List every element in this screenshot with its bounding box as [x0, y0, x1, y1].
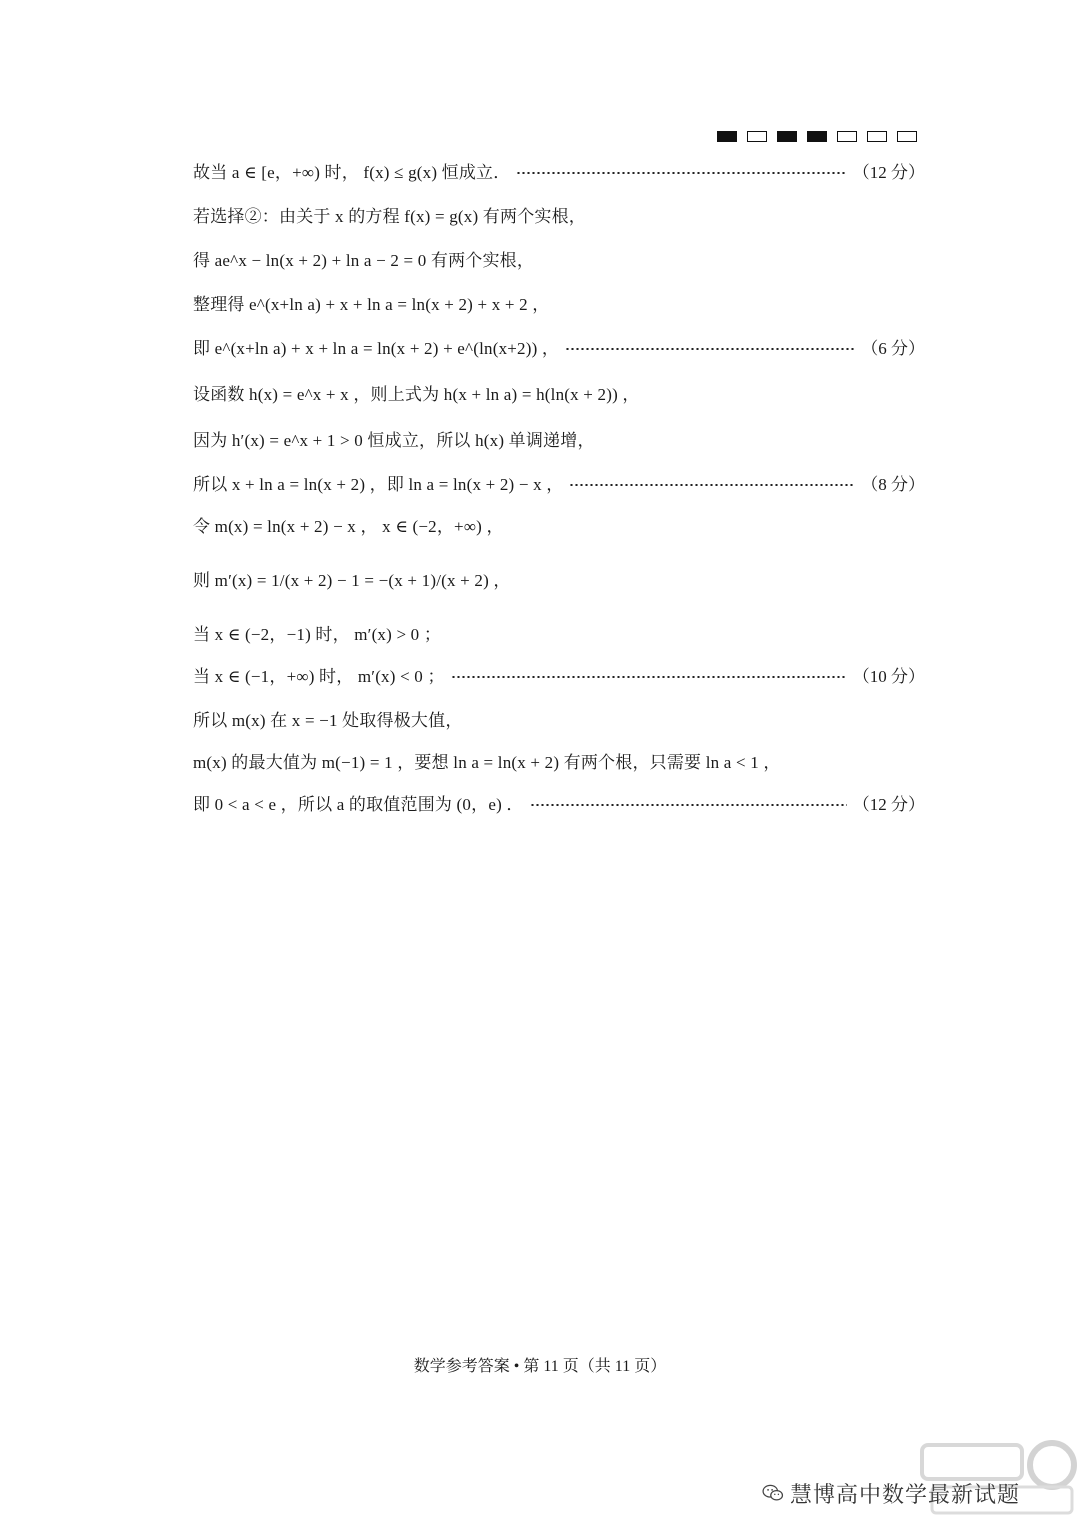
- watermark: [762, 1470, 1062, 1520]
- answer-line: [193, 290, 925, 315]
- answer-line: [193, 790, 925, 815]
- line-text: 即 e^(x+ln a) + x + ln a = ln(x + 2) + e^(ln(x+2)) ，: [193, 339, 560, 358]
- answer-line: [193, 512, 925, 537]
- filled-mark: [717, 131, 737, 142]
- answer-line: [193, 748, 925, 773]
- empty-mark: [747, 131, 767, 142]
- dot-leader: [569, 484, 855, 486]
- line-text: 得 ae^x − ln(x + 2) + ln a − 2 = 0 有两个实根，: [193, 251, 535, 270]
- filled-mark: [807, 131, 827, 142]
- answer-line: [193, 620, 925, 645]
- line-text: 所以 m(x) 在 x = −1 处取得极大值，: [193, 711, 463, 730]
- dot-leader: [451, 676, 847, 678]
- line-text: 令 m(x) = ln(x + 2) − x ， x ∈ (−2，+∞) ，: [193, 517, 504, 536]
- site-logo-watermark: [912, 1425, 1080, 1520]
- line-text: 因为 h′(x) = e^x + 1 > 0 恒成立，所以 h(x) 单调递增，: [193, 431, 595, 450]
- page-footer: 数学参考答案 • 第 11 页（共 11 页）: [413, 1358, 667, 1375]
- answer-line: [193, 246, 925, 271]
- answer-line: [193, 470, 925, 495]
- score-label: （8 分）: [861, 475, 925, 494]
- dot-leader: [565, 348, 855, 350]
- dot-leader: [530, 804, 847, 806]
- answer-line: [193, 380, 925, 405]
- watermark-text: 慧博高中数学最新试题: [790, 1483, 1021, 1508]
- line-text: 当 x ∈ (−1，+∞) 时， m′(x) < 0 ；: [193, 667, 445, 686]
- empty-mark: [897, 131, 917, 142]
- line-text: 即 0 < a < e ，所以 a 的取值范围为 (0，e) ．: [193, 795, 524, 814]
- line-text: m(x) 的最大值为 m(−1) = 1 ，要想 ln a = ln(x + 2) 有两个根，只需要 ln a < 1 ，: [193, 753, 781, 772]
- score-label: （10 分）: [852, 667, 925, 686]
- answer-line: [193, 566, 925, 591]
- answer-line: [193, 426, 925, 451]
- line-text: 当 x ∈ (−2，−1) 时， m′(x) > 0 ；: [193, 625, 442, 644]
- page-marks: [717, 131, 917, 142]
- line-text: 故当 a ∈ [e，+∞) 时， f(x) ≤ g(x) 恒成立．: [193, 163, 511, 182]
- score-label: （6 分）: [861, 339, 925, 358]
- score-label: （12 分）: [852, 163, 925, 182]
- line-text: 则 m′(x) = 1/(x + 2) − 1 = −(x + 1)/(x + 2) ，: [193, 571, 511, 590]
- answer-line: [193, 706, 925, 731]
- filled-mark: [777, 131, 797, 142]
- answer-line: [193, 662, 925, 687]
- score-label: （12 分）: [852, 795, 925, 814]
- line-text: 设函数 h(x) = e^x + x ，则上式为 h(x + ln a) = h(ln(x + 2)) ，: [193, 385, 640, 404]
- answer-line: [193, 334, 925, 359]
- empty-mark: [867, 131, 887, 142]
- empty-mark: [837, 131, 857, 142]
- dot-leader: [516, 172, 846, 174]
- answer-line: [193, 158, 925, 183]
- wechat-icon: [762, 1484, 784, 1502]
- line-text: 整理得 e^(x+ln a) + x + ln a = ln(x + 2) + x + 2 ，: [193, 295, 550, 314]
- line-text: 若选择②：由关于 x 的方程 f(x) = g(x) 有两个实根，: [193, 207, 586, 226]
- answer-line: [193, 202, 925, 227]
- line-text: 所以 x + ln a = ln(x + 2) ，即 ln a = ln(x + 2) − x ，: [193, 475, 564, 494]
